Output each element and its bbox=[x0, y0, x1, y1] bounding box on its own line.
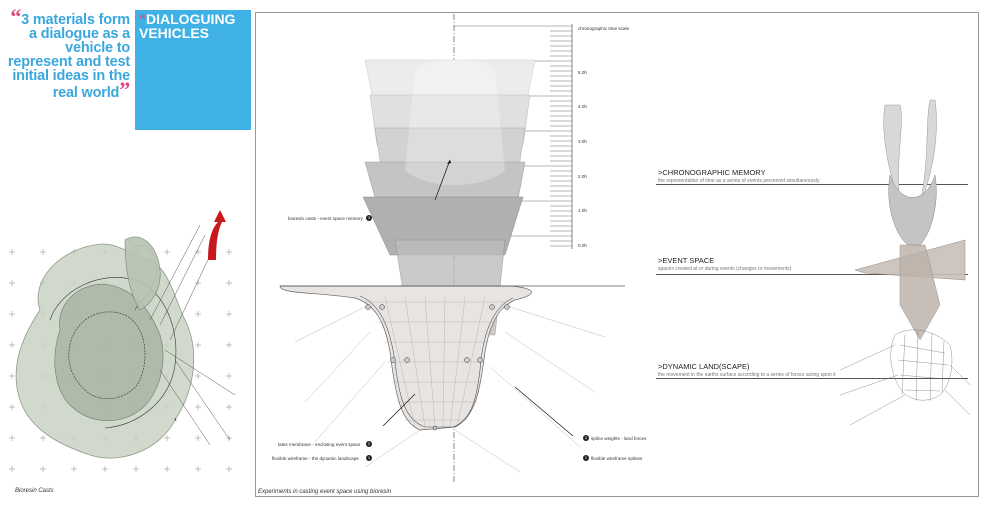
section-event-space: >EVENT SPACE bbox=[658, 256, 715, 265]
tick-4h: 4.0h bbox=[578, 104, 587, 109]
time-scale-label: chronographic time scale bbox=[578, 26, 630, 31]
open-quote-mark: “ bbox=[10, 4, 22, 29]
layered-model-drawing bbox=[840, 95, 970, 455]
intro-quote bbox=[4, 4, 130, 102]
label-bioresin bbox=[288, 216, 363, 221]
number-badge: 3 bbox=[367, 215, 371, 220]
bioresin-cast-drawing bbox=[0, 200, 250, 500]
number-badge: 1 bbox=[367, 455, 371, 460]
membrane-wireframe-drawing bbox=[275, 282, 635, 482]
close-quote-mark: ” bbox=[119, 77, 130, 102]
section-chronographic-memory: >CHRONOGRAPHIC MEMORY bbox=[658, 168, 766, 177]
title-box bbox=[135, 10, 251, 130]
tick-2h: 2.0h bbox=[578, 174, 587, 179]
number-badge: 2 bbox=[584, 435, 588, 440]
label-bioresin-text: bioresin casts - event space memory bbox=[288, 216, 363, 221]
page-title bbox=[139, 12, 249, 40]
section-desc: the movement in the earths surface according to a series of forces acting upon it bbox=[658, 372, 836, 378]
tick-3h: 3.0h bbox=[578, 139, 587, 144]
section-dynamic-landscape: >DYNAMIC LAND(SCAPE) bbox=[658, 362, 750, 371]
tick-5h: 5.0h bbox=[578, 70, 587, 75]
title-quote-mark: “ bbox=[139, 11, 146, 27]
label-latex: latex membrane - enclosing event space bbox=[278, 442, 361, 447]
section-desc: spaces created at or during events (changes or movements) bbox=[658, 266, 792, 272]
quote-text: 3 materials form a dialogue as a vehicle to represent and test initial ideas in the real world bbox=[7, 12, 130, 101]
center-caption: Experiments in casting event space using bioresin bbox=[258, 489, 392, 495]
section-desc: the representation of time as a series of events perceived simultaneously bbox=[658, 178, 820, 184]
landscape-wireframe bbox=[840, 330, 970, 425]
tick-0h: 0.0h bbox=[578, 243, 587, 248]
cast-ghost bbox=[405, 59, 505, 185]
number-badge: 1 bbox=[584, 455, 588, 460]
tick-1h: 1.0h bbox=[578, 208, 587, 213]
label-wireframe: flexible wireframe - the dynamic landscape bbox=[272, 456, 359, 461]
label-wire-splines: flexible wireframe splines bbox=[591, 456, 643, 461]
number-badge: 2 bbox=[367, 441, 371, 446]
title-text: DIALOGUING VEHICLES bbox=[139, 11, 236, 41]
left-caption: Bioresin Casts bbox=[15, 488, 54, 494]
label-spline-weights: spline weights - land forces bbox=[591, 436, 647, 441]
red-arrow-icon bbox=[208, 210, 226, 260]
